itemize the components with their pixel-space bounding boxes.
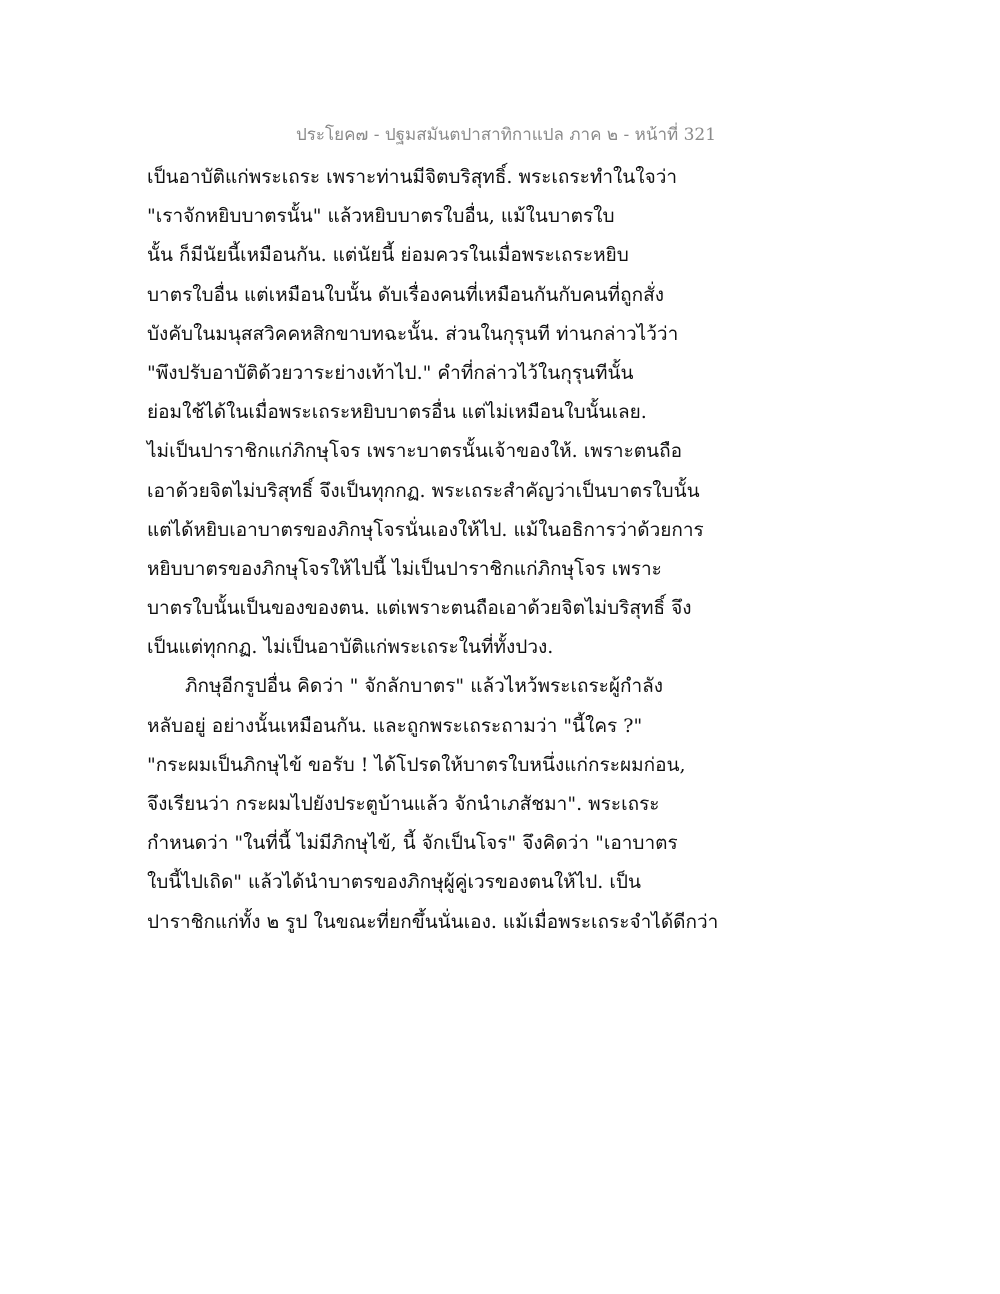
text-line: จึงเรียนว่า กระผมไปยังประตูบ้านแล้ว จักนำเภสัชมา". พระเถระ — [147, 793, 660, 815]
paragraph-start-line: ภิกษุอีกรูปอื่น คิดว่า " จักลักบาตร" แล้วไหว้พระเถระผู้กำลัง — [185, 675, 664, 698]
text-line: ปาราชิกแก่ทั้ง ๒ รูป ในขณะที่ยกขึ้นนั่นเอง. แม้เมื่อพระเถระจำได้ดีกว่า — [147, 910, 719, 933]
text-line: หลับอยู่ อย่างนั้นเหมือนกัน. และถูกพระเถระถามว่า "นี้ใคร ?" — [147, 714, 643, 737]
text-line: บังคับในมนุสสวิคคหสิกขาบทฉะนั้น. ส่วนในกุรุนที ท่านกล่าวไว้ว่า — [147, 322, 679, 345]
text-line: ย่อมใช้ได้ในเมื่อพระเถระหยิบบาตรอื่น แต่ไม่เหมือนใบนั้นเลย. — [147, 401, 647, 424]
text-line: แต่ได้หยิบเอาบาตรของภิกษุโจรนั่นเองให้ไป. แม้ในอธิการว่าด้วยการ — [147, 518, 704, 541]
text-line: "เราจักหยิบบาตรนั้น" แล้วหยิบบาตรใบอื่น, แม้ในบาตรใบ — [147, 205, 615, 228]
text-line: ใบนี้ไปเถิด" แล้วได้นำบาตรของภิกษุผู้คู่เวรของตนให้ไป. เป็น — [147, 871, 641, 894]
body-text — [147, 158, 727, 942]
text-line: เป็นแต่ทุกกฏ. ไม่เป็นอาบัติแก่พระเถระในที่ทั้งปวง. — [147, 636, 554, 659]
text-line: เป็นอาบัติแก่พระเถระ เพราะท่านมีจิตบริสุทธิ์. พระเถระทำในใจว่า — [147, 166, 678, 188]
text-line: เอาด้วยจิตไม่บริสุทธิ์ จึงเป็นทุกกฏ. พระเถระสำคัญว่าเป็นบาตรใบนั้น — [147, 479, 700, 502]
text-line: บาตรใบนั้นเป็นของของตน. แต่เพราะตนถือเอาด้วยจิตไม่บริสุทธิ์ จึง — [147, 597, 692, 620]
text-line: กำหนดว่า "ในที่นี้ ไม่มีภิกษุไข้, นี้ จักเป็นโจร" จึงคิดว่า "เอาบาตร — [147, 832, 678, 855]
text-line: หยิบบาตรของภิกษุโจรให้ไปนี้ ไม่เป็นปาราชิกแก่ภิกษุโจร เพราะ — [147, 557, 662, 580]
text-line: ไม่เป็นปาราชิกแก่ภิกษุโจร เพราะบาตรนั้นเจ้าของให้. เพราะตนถือ — [147, 440, 683, 463]
text-line: นั้น ก็มีนัยนี้เหมือนกัน. แต่นัยนี้ ย่อมควรในเมื่อพระเถระหยิบ — [147, 244, 629, 267]
running-header: ประโยค๗ - ปฐมสมันตปาสาทิกาแปล ภาค ๒ - หน้าที่ 321 — [296, 125, 717, 145]
text-line: บาตรใบอื่น แต่เหมือนใบนั้น ดับเรื่องคนที่เหมือนกันกับคนที่ถูกสั่ง — [147, 283, 665, 306]
text-line: "กระผมเป็นภิกษุไข้ ขอรับ ! ได้โปรดให้บาตรใบหนึ่งแก่กระผมก่อน, — [147, 753, 686, 776]
text-line: "พึงปรับอาบัติด้วยวาระย่างเท้าไป." คำที่กล่าวไว้ในกุรุนทีนั้น — [147, 361, 634, 384]
